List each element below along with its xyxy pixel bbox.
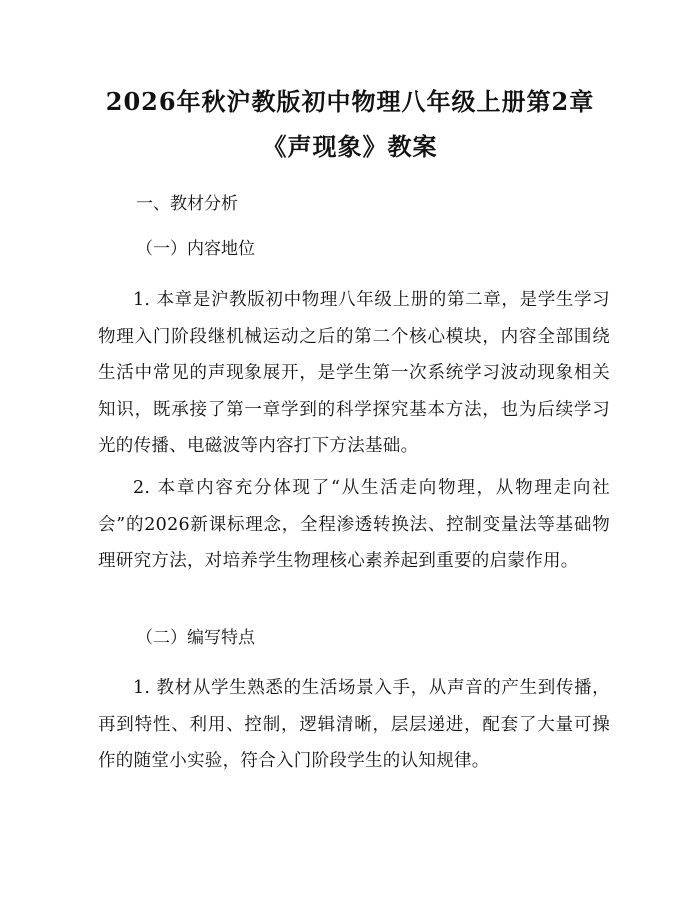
subsection-heading-content-position: （一）内容地位	[136, 239, 255, 259]
paragraph-writing-features-1: 1. 教材从学生熟悉的生活场景入手，从声音的产生到传播，再到特性、利用、控制，逻辑清晰，层层递进，配套了大量可操作的随堂小实验，符合入门阶段学生的认知规律。	[98, 678, 610, 771]
section-heading-teaching-material-analysis: 一、教材分析	[136, 194, 238, 214]
paragraph-content-position-2: 2. 本章内容充分体现了“从生活走向物理，从物理走向社会”的2026新课标理念，全程渗透转换法、控制变量法等基础物理研究方法，对培养学生物理核心素养起到重要的启蒙作用。	[98, 478, 610, 571]
paragraph-content-position-1: 1. 本章是沪教版初中物理八年级上册的第二章，是学生学习物理入门阶段继机械运动之后的第二个核心模块，内容全部围绕生活中常见的声现象展开，是学生第一次系统学习波动现象相关知识，既承接了第一章学到的科学探究基本方法，也为后续学习光的传播、电磁波等内容打下方法基础。	[98, 290, 610, 456]
subsection-heading-writing-features: （二）编写特点	[136, 628, 255, 648]
document-title-line-1: 2026年秋沪教版初中物理八年级上册第2章	[105, 87, 595, 116]
document-title-line-2: 《声现象》教案	[262, 132, 438, 161]
